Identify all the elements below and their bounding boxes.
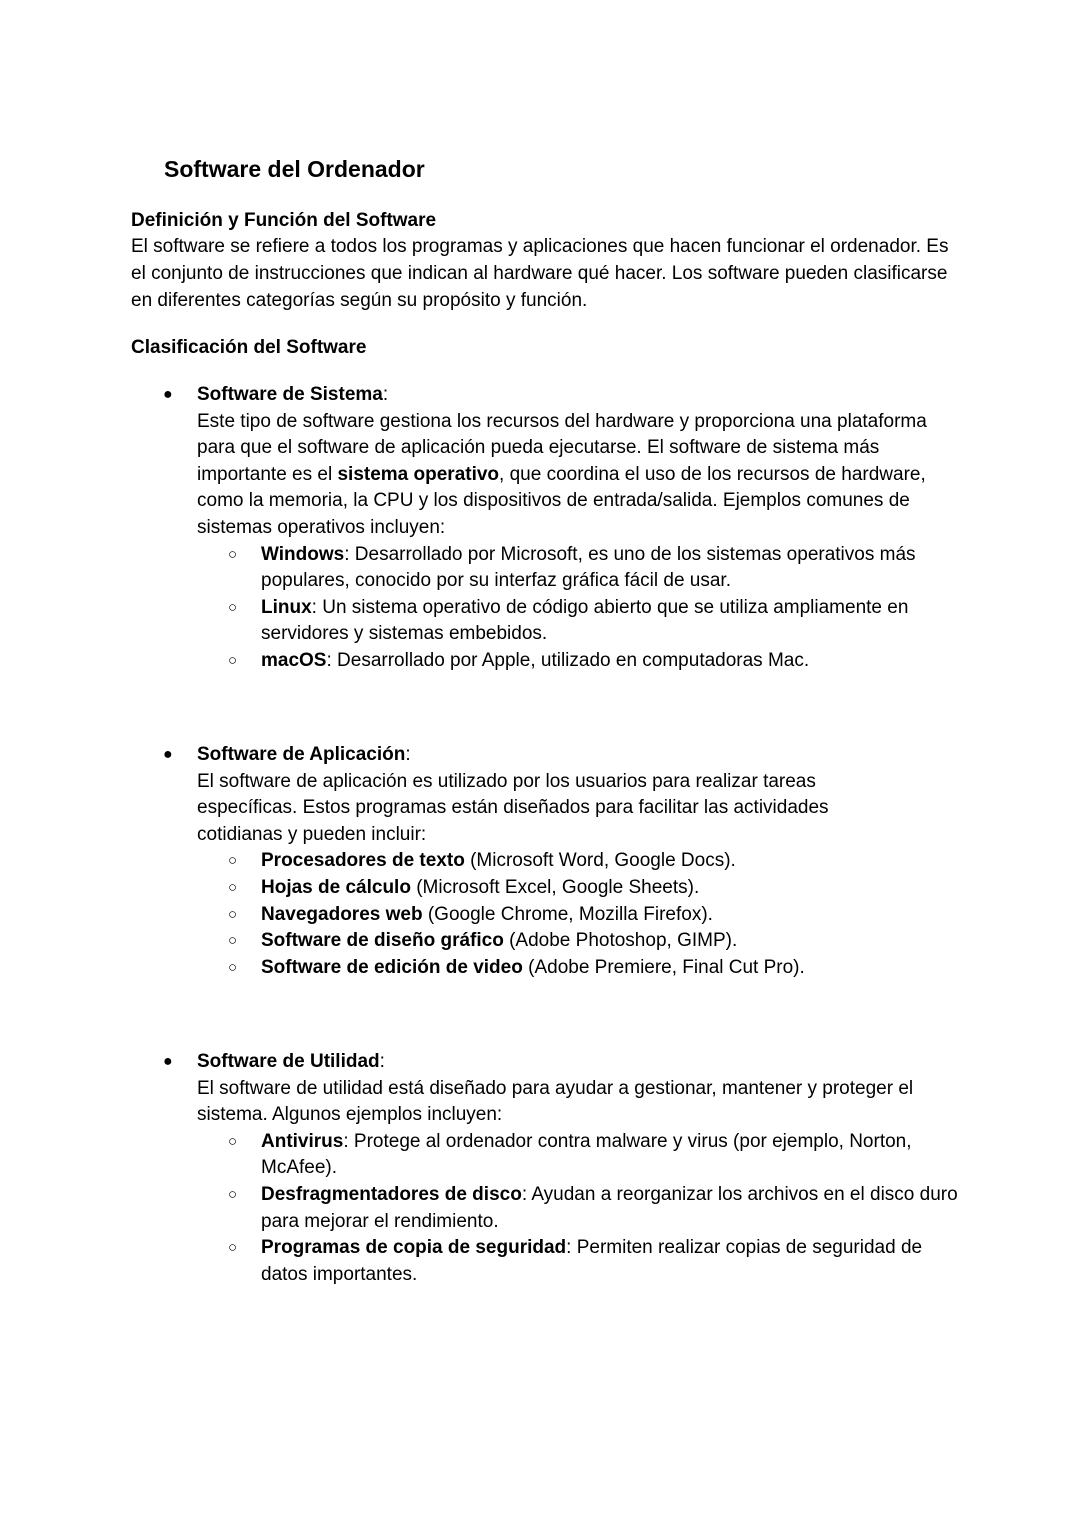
- item-term: Hojas de cálculo: [261, 876, 411, 898]
- bullet-colon: :: [405, 744, 411, 765]
- bullet-software-sistema: [163, 382, 967, 675]
- bullet-software-utilidad: [163, 1049, 967, 1288]
- bullet-label: Software de Utilidad: [197, 1051, 380, 1072]
- item-desc: : Desarrollado por Microsoft, es uno de los sistemas operativos más populares, conocido por su interfaz gráfica fácil de usar.: [261, 543, 916, 592]
- sub-list-sistema: [197, 542, 967, 675]
- sub-bullet-icon: ○: [228, 932, 238, 950]
- list-item: [197, 1182, 961, 1235]
- sub-list-utilidad: [197, 1129, 967, 1289]
- list-item: [197, 1235, 961, 1288]
- sub-bullet-icon: ○: [228, 958, 238, 976]
- sub-list-aplicacion: [197, 848, 967, 981]
- item-desc: : Desarrollado por Apple, utilizado en computadoras Mac.: [326, 649, 810, 671]
- item-desc: (Adobe Premiere, Final Cut Pro).: [522, 956, 805, 978]
- list-item: [197, 848, 961, 875]
- bullet-description: [197, 409, 967, 542]
- item-desc: : Ayudan a reorganizar los archivos en el disco duro para mejorar el rendimiento.: [261, 1183, 958, 1232]
- bullet-description: El software de utilidad está diseñado para ayudar a gestionar, mantener y proteger el sistema. Algunos ejemplos incluyen:: [197, 1077, 914, 1126]
- section-heading-clasificacion: Clasificación del Software: [131, 337, 367, 358]
- bullet-icon: ●: [163, 386, 173, 403]
- section-heading-definicion: Definición y Función del Software: [131, 210, 437, 231]
- item-term: Windows: [261, 543, 345, 565]
- list-item: [197, 902, 961, 929]
- sub-bullet-icon: ○: [228, 905, 238, 923]
- sub-bullet-icon: ○: [228, 651, 238, 669]
- item-term: Linux: [261, 596, 312, 618]
- item-term: Software de diseño gráfico: [261, 930, 504, 952]
- list-item: [197, 928, 961, 955]
- sub-bullet-icon: ○: [228, 878, 238, 896]
- item-term: Software de edición de video: [261, 956, 523, 978]
- bullet-label: Software de Sistema: [197, 384, 383, 405]
- item-desc: : Un sistema operativo de código abierto que se utiliza ampliamente en servidores y sistemas embebidos.: [261, 596, 909, 645]
- bullet-heading: [197, 382, 967, 409]
- bullet-colon: :: [382, 384, 389, 405]
- list-item: [197, 875, 961, 902]
- item-desc: : Permiten realizar copias de seguridad de datos importantes.: [261, 1237, 923, 1285]
- item-term: Programas de copia de seguridad: [261, 1237, 567, 1259]
- bullet-description: El software de aplicación es utilizado por los usuarios para realizar tareas específicas. Estos programas están diseñados para facilitar las actividades cotidianas y pueden incluir:: [197, 770, 829, 845]
- item-desc: (Adobe Photoshop, GIMP).: [503, 930, 738, 952]
- item-term: macOS: [261, 649, 327, 671]
- description-text-a: Este tipo de software gestiona los recursos del hardware y proporciona una plataforma para que el software de aplicación pueda ejecutarse. El software de sistema más importante es el: [197, 410, 927, 485]
- list-item: [197, 1129, 961, 1182]
- item-term: Antivirus: [261, 1130, 344, 1152]
- item-desc: : Protege al ordenador contra malware y virus (por ejemplo, Norton, McAfee).: [261, 1130, 912, 1179]
- bullet-icon: ●: [163, 1053, 173, 1070]
- description-bold: sistema operativo: [337, 463, 500, 485]
- list-item: [197, 542, 961, 595]
- item-term: Procesadores de texto: [261, 850, 465, 872]
- page-title: Software del Ordenador: [164, 156, 425, 182]
- bullet-software-aplicacion: [163, 742, 967, 981]
- bullet-colon: :: [379, 1051, 385, 1072]
- item-term: Desfragmentadores de disco: [261, 1183, 522, 1205]
- bullet-icon: ●: [163, 746, 173, 763]
- section-body-definicion: El software se refiere a todos los programas y aplicaciones que hacen funcionar el ordenador. Es el conjunto de instrucciones que indican al hardware qué hacer. Los software pueden clasificarse en diferentes categorías según su propósito y función.: [131, 236, 949, 311]
- item-desc: (Microsoft Word, Google Docs).: [464, 850, 736, 872]
- sub-bullet-icon: ○: [228, 1239, 238, 1257]
- sub-bullet-icon: ○: [228, 1185, 238, 1203]
- item-desc: (Microsoft Excel, Google Sheets).: [410, 876, 700, 898]
- sub-bullet-icon: ○: [228, 852, 238, 870]
- list-item: [197, 595, 961, 648]
- list-item: [197, 955, 961, 982]
- item-term: Navegadores web: [261, 903, 423, 925]
- sub-bullet-icon: ○: [228, 1132, 238, 1150]
- sub-bullet-icon: ○: [228, 598, 238, 616]
- list-item: [197, 648, 961, 675]
- item-desc: (Google Chrome, Mozilla Firefox).: [422, 903, 713, 925]
- bullet-heading: [197, 1049, 967, 1076]
- description-text-b: , que coordina el uso de los recursos de hardware, como la memoria, la CPU y los dispositivos de entrada/salida. Ejemplos comunes de sistemas operativos incluyen:: [197, 463, 926, 538]
- bullet-heading: [197, 742, 967, 769]
- sub-bullet-icon: ○: [228, 545, 238, 563]
- bullet-label: Software de Aplicación: [197, 744, 406, 765]
